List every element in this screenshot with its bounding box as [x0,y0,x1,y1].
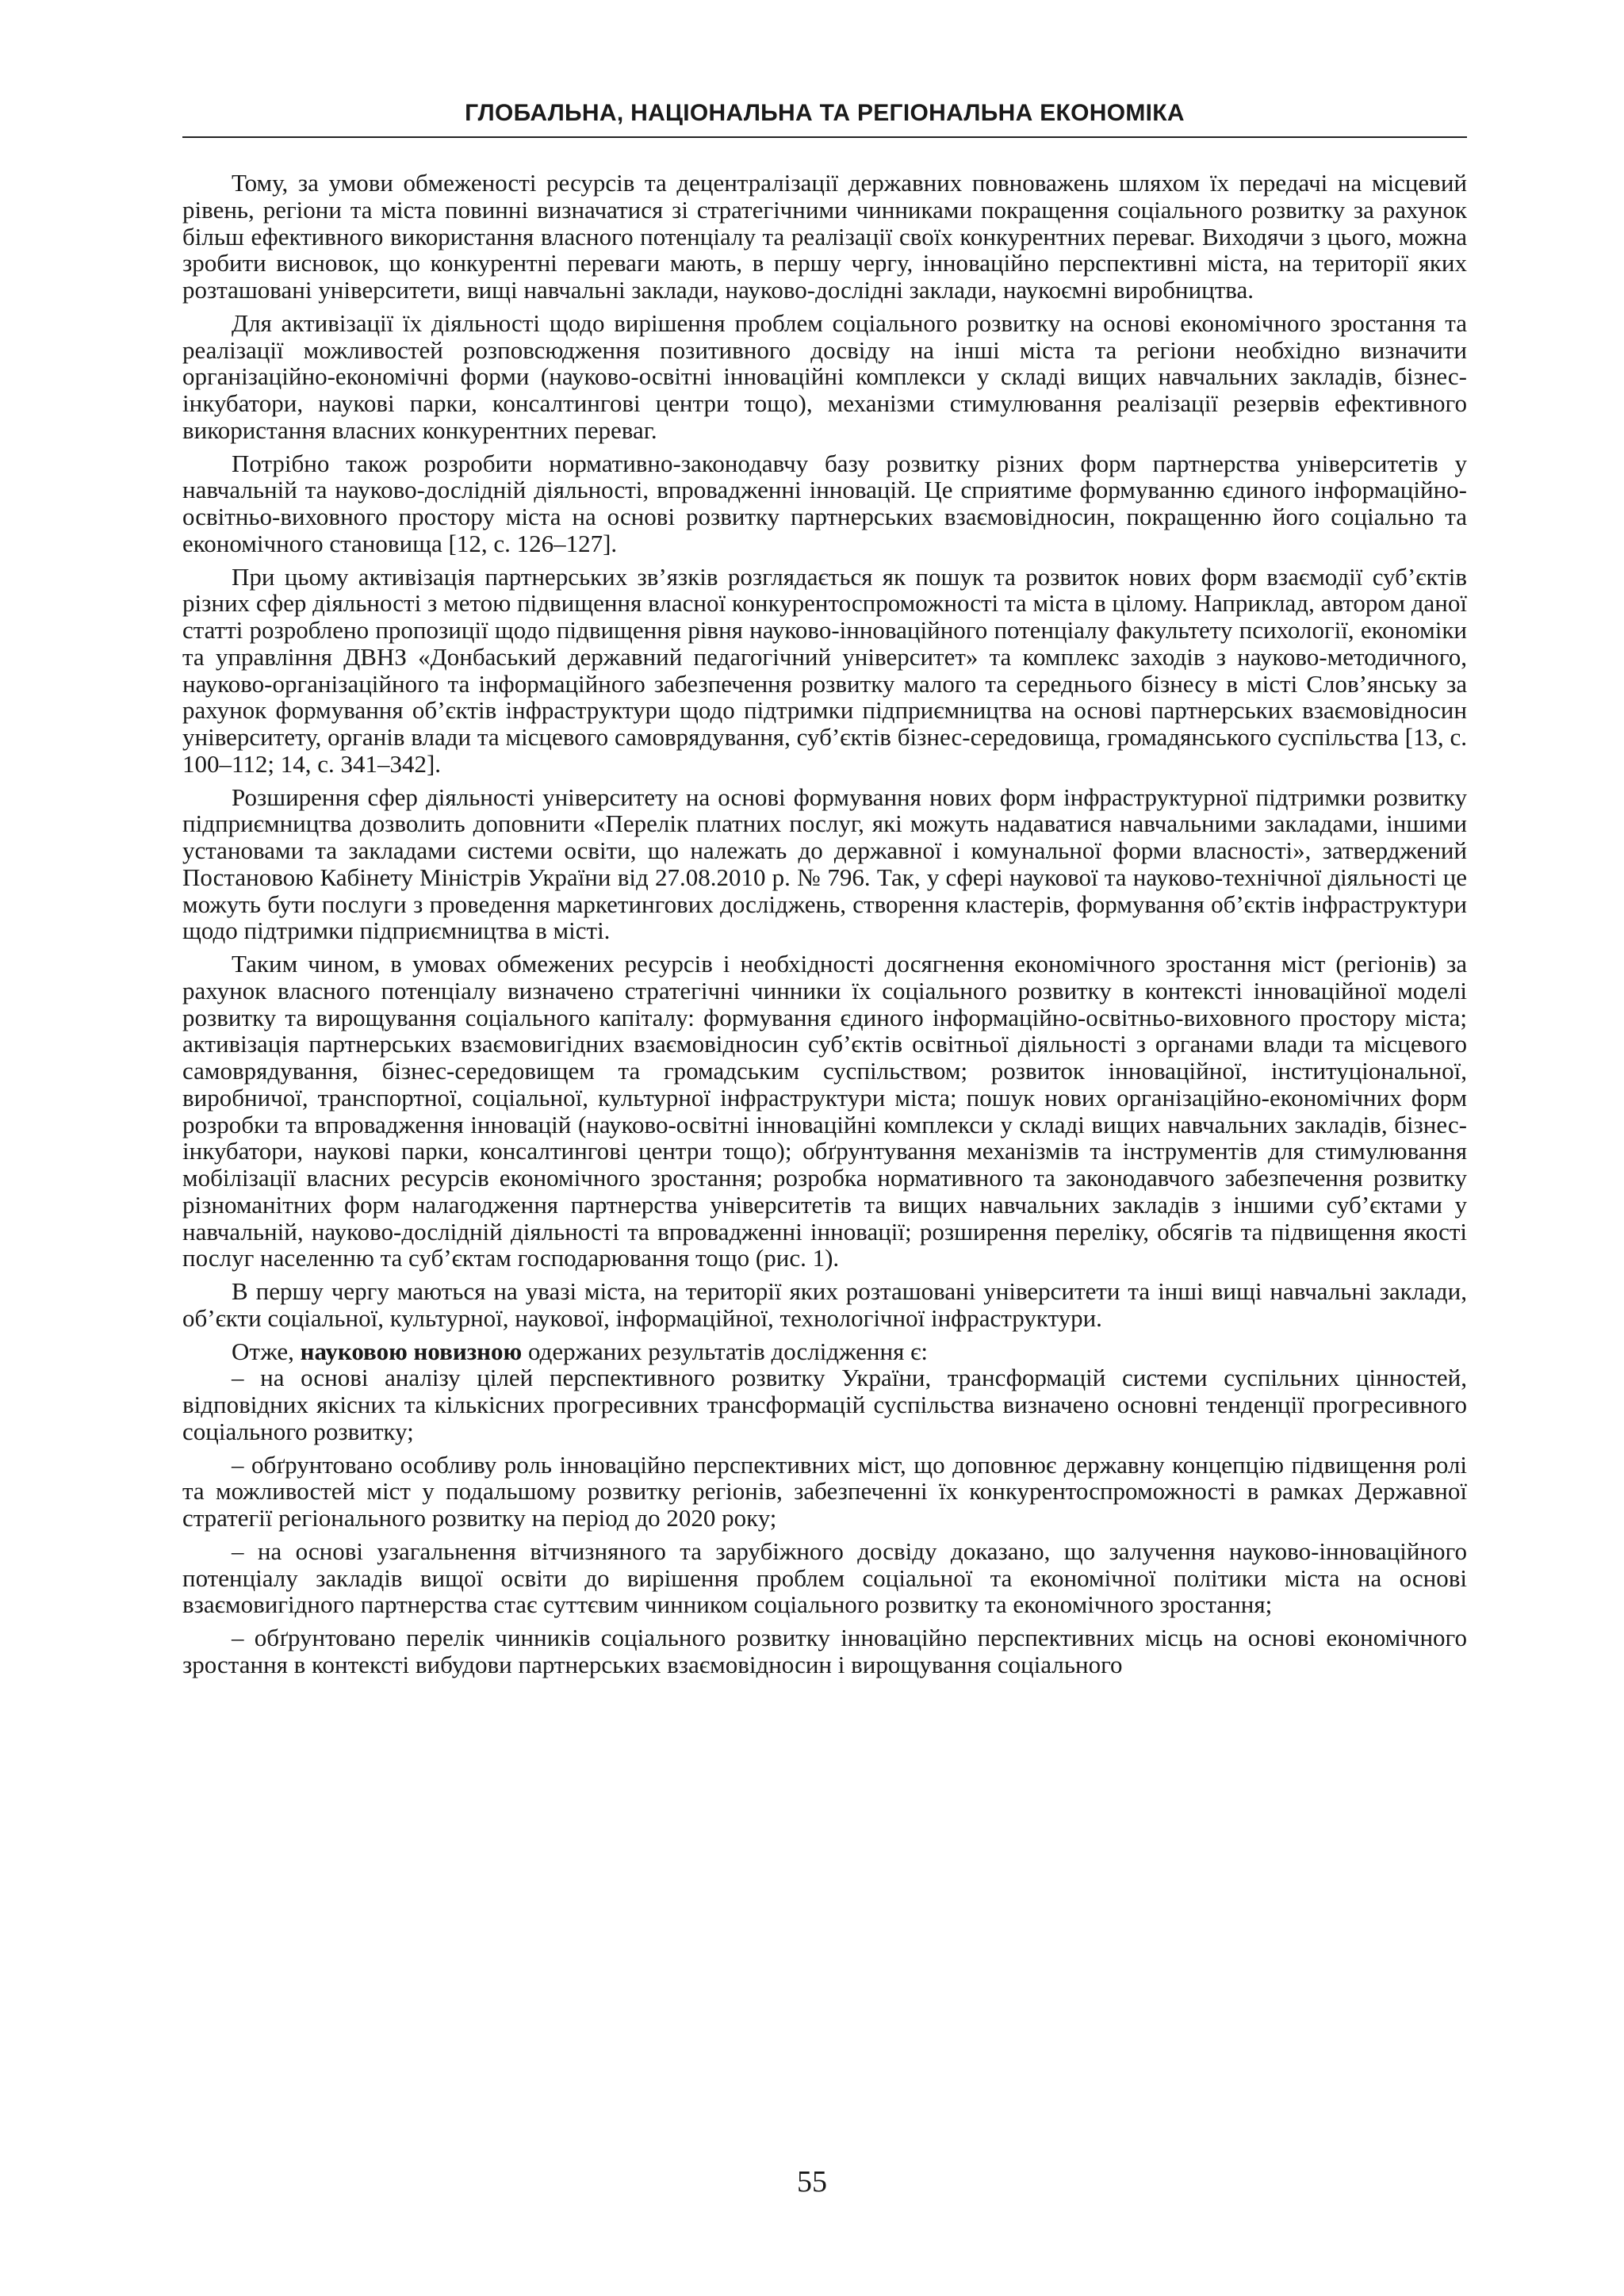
novelty-intro [182,1338,1467,1365]
header-divider [182,136,1467,138]
paragraph: При цьому активізація партнерських зв’язків розглядається як пошук та розвиток нових форм взаємодії суб’єктів різних сфер діяльності з метою підвищення власної конкурентоспроможності та міста в цілому. Наприклад, автором даної статті розроблено пропозиції щодо підвищення рівня науково-інноваційного потенціалу факультету психології, економіки та управління ДВНЗ «Донбаський державний педагогічний університет» та комплекс заходів з науково-методичного, науково-організаційного та інформаційного забезпечення розвитку малого та середнього бізнесу в місті Слов’янську за рахунок формування об’єктів інфраструктури щодо підтримки підприємництва на основі партнерських взаємовідносин університету, органів влади та місцевого самоврядування, суб’єктів бізнес-середовища, громадянського суспільства [13, с. 100–112; 14, с. 341–342]. [182,562,1467,778]
list-item: – обґрунтовано особливу роль інноваційно перспективних міст, що доповнює державну концепцію підвищення ролі та можливостей міст у подальшому розвитку регіонів, забезпеченні їх конкурентоспроможності в рамках Державної стратегії регіонального розвитку на період до 2020 року; [182,1450,1467,1532]
running-header: ГЛОБАЛЬНА, НАЦІОНАЛЬНА ТА РЕГІОНАЛЬНА ЕКОНОМІКА [465,100,1185,126]
paragraph: Потрібно також розробити нормативно-законодавчу базу розвитку різних форм партнерства університетів у навчальній та науково-дослідній діяльності, впровадженні інновацій. Це сприятиме формуванню єдиного інформаційно-освітньо-виховного простору міста на основі розвитку партнерських взаємовідносин, покращенню його соціально та економічного становища [12, с. 126–127]. [182,449,1467,557]
list-item: – на основі узагальнення вітчизняного та зарубіжного досвіду доказано, що залучення науково-інноваційного потенціалу закладів вищої освіти до вирішення проблем соціальної та економічної політики міста на основі взаємовигідного партнерства стає суттєвим чинником соціального розвитку та економічного зростання; [182,1536,1467,1619]
article-body [182,170,1467,1678]
list-item: – на основі аналізу цілей перспективного розвитку України, трансформацій системи суспільних цінностей, відповідних якісних та кількісних прогресивних трансформацій суспільства визначено основні тенденції прогресивного соціального розвитку; [182,1364,1467,1445]
page-number: 55 [797,2165,827,2198]
paragraph: Таким чином, в умовах обмежених ресурсів і необхідності досягнення економічного зростання міст (регіонів) за рахунок власного потенціалу визначено стратегічні чинники їх соціального розвитку в контексті інноваційної моделі розвитку та вирощування соціального капіталу: формування єдиного інформаційно-освітньо-виховного простору міста; активізація партнерських взаємовигідних взаємовідносин суб’єктів освітньої діяльності з органами влади та місцевого самоврядування, бізнес-середовищем та громадським суспільством; розвиток інноваційної, інституціональної, виробничої, транспортної, соціальної, культурної інфраструктури міста; пошук нових організаційно-економічних форм розробки та впровадження інновацій (науково-освітні інноваційні комплекси у складі вищих навчальних закладів, бізнес-інкубатори, наукові парки, консалтингові центри тощо); обґрунтування механізмів та інструментів для стимулювання мобілізації власних ресурсів економічного зростання; розробка нормативного та законодавчого забезпечення розвитку різноманітних форм налагодження партнерства університетів та вищих навчальних закладів з іншими суб’єктами у навчальній, науково-дослідній діяльності та впровадженні інновації; розширення переліку, обсягів та підвищення якості послуг населенню та суб’єктам господарювання тощо (рис. 1). [182,950,1467,1272]
list-item: – обґрунтовано перелік чинників соціального розвитку інноваційно перспективних місць на основі економічного зростання в контексті вибудови партнерських взаємовідносин і вирощування соціального [182,1624,1467,1678]
novelty-intro-before: Отже, [232,1337,301,1365]
paragraph: Тому, за умови обмеженості ресурсів та децентралізації державних повноважень шляхом їх передачі на місцевий рівень, регіони та міста повинні визначатися зі стратегічними чинниками покращення соціального розвитку за рахунок більш ефективного використання власного потенціалу та реалізації своїх конкурентних переваг. Виходячи з цього, можна зробити висновок, що конкурентні переваги мають, в першу чергу, інноваційно перспективні міста, на території яких розташовані університети, вищі навчальні заклади, науково-дослідні заклади, наукоємні виробництва. [182,169,1467,304]
paragraph: В першу чергу маються на увазі міста, на території яких розташовані університети та інші вищі навчальні заклади, об’єкти соціальної, культурної, наукової, інформаційної, технологічної інфраструктури. [182,1277,1467,1332]
paragraph: Розширення сфер діяльності університету на основі формування нових форм інфраструктурної підтримки розвитку підприємництва дозволить доповнити «Перелік платних послуг, які можуть надаватися навчальними закладами, іншими установами та закладами системи освіти, що належать до державної і комунальної форми власності», затверджений Постановою Кабінету Міністрів України від 27.08.2010 р. № 796. Так, у сфері наукової та науково-технічної діяльності це можуть бути послуги з проведення маркетингових досліджень, створення кластерів, формування об’єктів інфраструктури щодо підтримки підприємництва в місті. [182,783,1467,945]
novelty-intro-after: одержаних результатів дослідження є: [522,1337,928,1365]
paragraph: Для активізації їх діяльності щодо вирішення проблем соціального розвитку на основі економічного зростання та реалізації можливостей розповсюдження позитивного досвіду на інші міста та регіони необхідно визначити організаційно-економічні форми (науково-освітні інноваційні комплекси у складі вищих навчальних закладів, бізнес-інкубатори, наукові парки, консалтингові центри тощо), механізми стимулювання реалізації резервів ефективного використання власних конкурентних переваг. [182,308,1467,444]
novelty-emphasis: науковою новизною [300,1337,523,1365]
